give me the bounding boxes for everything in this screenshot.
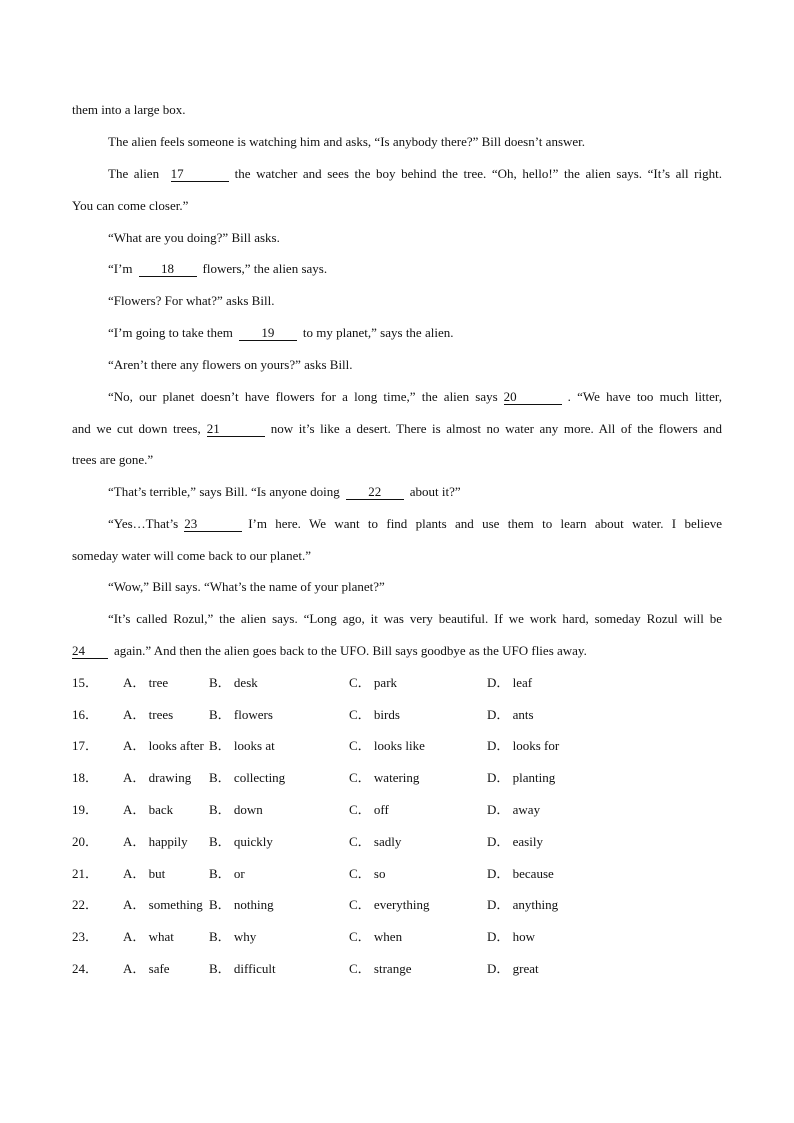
option-c: C． watering [349, 770, 420, 785]
question-number: 24． [72, 961, 99, 976]
option-b: B． why [209, 929, 257, 944]
option-b: B． desk [209, 675, 258, 690]
option-a: A． looks after [123, 738, 204, 753]
blank-17: 17 [171, 166, 229, 182]
option-a: A． trees [123, 707, 174, 722]
option-a: A． happily [123, 834, 188, 849]
question-number: 19． [72, 802, 99, 817]
question-row [72, 801, 592, 819]
passage-line: “Yes…That’s 23 I’m here. We want to find plants and use them to learn about water. I believe [108, 516, 722, 531]
question-number: 17． [72, 738, 99, 753]
question-number: 15． [72, 675, 99, 690]
blank-24: 24 [72, 643, 108, 659]
option-c: C． off [349, 802, 389, 817]
option-b: B． collecting [209, 770, 286, 785]
option-d: D． planting [487, 770, 556, 785]
passage-line: The alien feels someone is watching him and asks, “Is anybody there?” Bill doesn’t answer. [108, 134, 586, 149]
passage-line: “No, our planet doesn’t have flowers for a long time,” the alien says 20 . “We have too much litter, [108, 389, 722, 404]
blank-18: 18 [139, 261, 197, 277]
option-a: A． safe [123, 961, 170, 976]
option-c: C． park [349, 675, 398, 690]
option-c: C． strange [349, 961, 412, 976]
passage-line: trees are gone.” [72, 452, 154, 467]
option-d: D． ants [487, 707, 534, 722]
option-d: D． how [487, 929, 536, 944]
question-number: 21． [72, 866, 99, 881]
blank-23: 23 [184, 516, 242, 532]
question-row [72, 737, 592, 755]
option-c: C． everything [349, 897, 430, 912]
question-row [72, 896, 592, 914]
passage-line: “It’s called Rozul,” the alien says. “Long ago, it was very beautiful. If we work hard, someday Rozul will be [108, 611, 722, 626]
question-number: 23． [72, 929, 99, 944]
option-b: B． or [209, 866, 245, 881]
question-number: 16． [72, 707, 99, 722]
option-c: C． birds [349, 707, 400, 722]
option-b: B． quickly [209, 834, 273, 849]
option-d: D． because [487, 866, 554, 881]
passage-line: “I’m going to take them 19 to my planet,” says the alien. [108, 325, 454, 340]
option-b: B． looks at [209, 738, 275, 753]
question-number: 22． [72, 897, 99, 912]
option-c: C． sadly [349, 834, 402, 849]
option-a: A． drawing [123, 770, 192, 785]
option-c: C． when [349, 929, 403, 944]
passage-line: “What are you doing?” Bill asks. [108, 230, 280, 245]
blank-20: 20 [504, 389, 562, 405]
option-b: B． down [209, 802, 263, 817]
option-d: D． looks for [487, 738, 560, 753]
passage-line: someday water will come back to our planet.” [72, 548, 311, 563]
option-a: A． tree [123, 675, 169, 690]
option-d: D． away [487, 802, 541, 817]
option-c: C． looks like [349, 738, 425, 753]
question-row [72, 674, 592, 692]
passage-line: “Wow,” Bill says. “What’s the name of your planet?” [108, 579, 385, 594]
option-d: D． anything [487, 897, 559, 912]
option-b: B． nothing [209, 897, 274, 912]
option-a: A． but [123, 866, 166, 881]
passage-line: “That’s terrible,” says Bill. “Is anyone doing 22 about it?” [108, 484, 461, 499]
option-d: D． easily [487, 834, 543, 849]
option-d: D． great [487, 961, 539, 976]
blank-22: 22 [346, 484, 404, 500]
option-a: A． something [123, 897, 203, 912]
passage-line: “Aren’t there any flowers on yours?” asks Bill. [108, 357, 353, 372]
question-row [72, 833, 592, 851]
question-row [72, 769, 592, 787]
option-a: A． back [123, 802, 174, 817]
option-c: C． so [349, 866, 386, 881]
question-number: 20． [72, 834, 99, 849]
blank-21: 21 [207, 421, 265, 437]
option-a: A． what [123, 929, 174, 944]
question-number: 18． [72, 770, 99, 785]
question-row [72, 865, 592, 883]
passage-line: The alien 17 the watcher and sees the boy behind the tree. “Oh, hello!” the alien says. “It’s all right. [108, 166, 722, 181]
option-b: B． flowers [209, 707, 273, 722]
passage-line: “I’m 18 flowers,” the alien says. [108, 261, 328, 276]
question-row [72, 960, 592, 978]
passage-line: them into a large box. [72, 102, 186, 117]
option-b: B． difficult [209, 961, 276, 976]
question-row [72, 706, 592, 724]
blank-19: 19 [239, 325, 297, 341]
passage-line: “Flowers? For what?” asks Bill. [108, 293, 275, 308]
question-row [72, 928, 592, 946]
passage-line: You can come closer.” [72, 198, 189, 213]
option-d: D． leaf [487, 675, 533, 690]
passage-line: and we cut down trees, 21 now it’s like a desert. There is almost no water any more. All of the flowers and [72, 421, 722, 436]
passage-line: 24 again.” And then the alien goes back to the UFO. Bill says goodbye as the UFO flies away. [72, 643, 587, 658]
